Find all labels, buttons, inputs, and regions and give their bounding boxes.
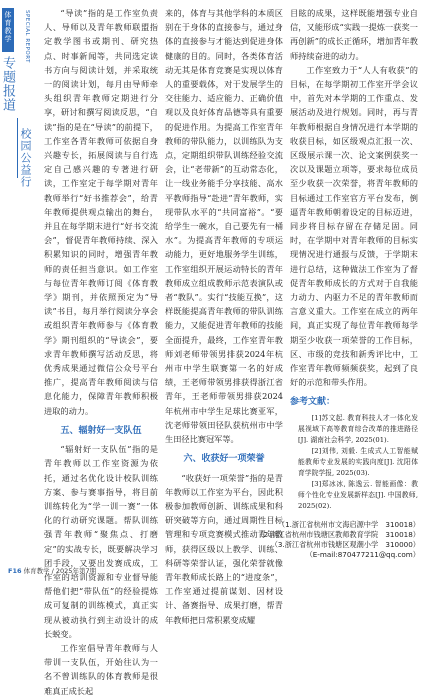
journal-brand: 体育教学 xyxy=(2,8,14,52)
section-heading: 五、辐射好一支队伍 xyxy=(60,425,142,436)
page-footer xyxy=(8,566,96,575)
references-heading: 参考文献： xyxy=(290,397,336,408)
paragraph: 工作室致力于“人人有收获”的目标，在每学期初工作室开学会议中，首先对本学期的工作重点、发展活动及进行规划。同时，再与青年教师根据自身情况进行本学期的收获目标，如区级观点汇报一次、区级展示课一次、论文案例获奖一次以及课题立项等，要求每位成员至少收获一次荣誉，将青年教师的目标通过工作室官方平台发布，倒逼青年教师朝着设定的目标迈进，同步将目标存留在存储足固。同时，在学期中对青年教师的目标实现情况进行通报与反馈，于学期末进行总结，这种做法工作室为了督促青年教师成长的方式对于自我能力动力、内驱力不足的青年教师而言意义重大。工作室在成立的两年间，真正实现了每位青年教师每学期至少收获一项荣誉的工作目标，区、市级的竞技和新秀评比中，工作室青年教师频频获奖，起到了良好的示范和带头作用。 xyxy=(290,64,418,388)
paragraph: 来的，体育与其他学科的本质区别在于身体的直接参与，通过身体的直接参与才能达到促进身体健康的目的。同时，各类体育活动无其是体育竞赛是实现以体育人的重要载体，对于发展学生的交往能力、适应能力、正确价值观以及良好体育品德等具有重要的促进作用。为提高工作室青年教师的带队能力，以训练队为支点，定期组织带队训练经验交流会，让“老带新”的互动常态化，让一线业务能手分享技能、高水平教师指导“赴进”青年教师，实现带队水平的“共同富裕”。“要给学生一碗水，自己要先有一桶水”。为提高青年教师的专项运动能力，更好地服务学生训练，工作室组织开展运动特长的青年教师成立组成教师示范表演队或者“教队”。实行“技能互换”，这样既能提高青年教师的带队训练能力，又能促进青年教师的技能全面提升，最终，工作室青年教师刘老师带领男排获2024年杭州市中学生联赛第一名的好成绩，王老师带领男排获得浙江省青年，王老师带领男排获2024年杭州市中学生足球比赛亚军，沈老师带领田径队获杭州市中学生田径比赛冠军等。 xyxy=(165,8,283,445)
text-column-1 xyxy=(44,6,158,698)
paragraph: 目眩的成果，这样既能增强专业自信，又能形成“实践一提炼一获奖一再创新”的成长正循环，增加青年教师持续奋进的动力。 xyxy=(290,8,418,61)
journal-issue: 体育教学 / 2025年第7期 xyxy=(23,567,97,575)
text-column-3 xyxy=(290,6,418,512)
page-number: F16 xyxy=(8,567,22,575)
reference-item: [2]刘伟, 刘毅. 生成式人工智能赋能教师专业发展的实践向度[J]. 沈阳体育学院学报, 2025(03). xyxy=(298,446,418,477)
column-subtitle: 校园公益行 xyxy=(19,128,32,188)
author-email: （E-mail:870477211@qq.com） xyxy=(305,550,420,559)
affiliation-line: （2.浙江省杭州市钱塘区教师教育学院 310018） xyxy=(256,530,420,539)
paragraph: “收获好一项荣誉”指的是青年教师以工作室为平台，因此积极参加教师创新、训练成果和科研突破等方向，通过周期性目标管理和专项竞赛模式推动青年教师，获得区级以上教学、训练、科研等荣誉认证，强化荣誉就像青年教师成长路上的“进度条”，工作室通过提前谋划、因材设计、备赛指导、成果打磨，帮青年教师把日常积累变成耀 xyxy=(165,472,283,625)
author-affiliations xyxy=(208,520,420,560)
affiliation-line: （3.浙江省杭州市钱塘区观潮小学 310000） xyxy=(270,540,420,549)
reference-item: [1]苏文起. 教育科技人才一体化发展视域下高等教育综合改革的推进路径[J]. 湖南社会科学, 2025(01). xyxy=(298,413,418,444)
paragraph: 工作室倡导青年教师与人带训一支队伍，开始往认为一名不曾训练队的体育教师是很难真正成长起 xyxy=(44,642,158,696)
paragraph: “导读”指的是工作室负责人、导师以及青年教师联盟指定教学图书或期刊、研究热点、时事新闻等，共同选定读书方向与阅读计划，并采取统一的阅读计划，每月由导师牵头组织青年教师定期进行分享，研讨和撰写阅读反思，“自读”指的是在“导读”的前提下，工作室各青年教师可依据自身兴趣专长，拓展阅读与自行选定自己感兴趣的专著进行研读，工作室定于每学期对青年教师举行“好书推荐会”，给青年教师提供观点输出的舞台，并且在每学期末进行“好书交流会”，督促青年教师持续、深入积累知识的同时，增强青年教师的责任担当意识。如工作室与每位青年教师订阅《体育教学》期刊，并依照预定为“导读”书目，每月举行阅读分享会或组织青年教师参与《体育教学》期刊组织的“导读会”，要求青年教师撰写活动反思，将优秀成果通过微信公众号平台推广，提高青年教师阅读与信息化能力，保障青年教师积极进取的动力。 xyxy=(44,8,158,416)
affiliation-line: （1.浙江省杭州市文海启源中学 310018） xyxy=(277,520,420,529)
reference-item: [3]郑冰冰, 陈逸云. 智能画像：教师个性化专业发展新样态[J]. 中国教师, 2025(02). xyxy=(298,479,418,510)
sidebar xyxy=(0,0,38,579)
paragraph: “辐射好一支队伍”指的是青年教师以工作室资源为依托，通过名优化设计校队训练方案、参与赛事指导，将目前训练转化为“学一训一赛”一体化的行动研究课题。帮队训练强青年教师“聚焦点、打磨定”的实战专长，既要解决学习团手段，又要出发赛成成，工作室的培训资源和专业督导能帮他们把“带队伍”的经验提炼成可复制的训练模式，真正实现从被动执行到主动设计的成长蜕变。 xyxy=(44,444,158,639)
section-heading: 六、收获好一项荣誉 xyxy=(183,454,265,465)
special-report-label: SPECIAL REPORT xyxy=(24,10,30,64)
column-title: 专题报道 xyxy=(0,56,15,112)
